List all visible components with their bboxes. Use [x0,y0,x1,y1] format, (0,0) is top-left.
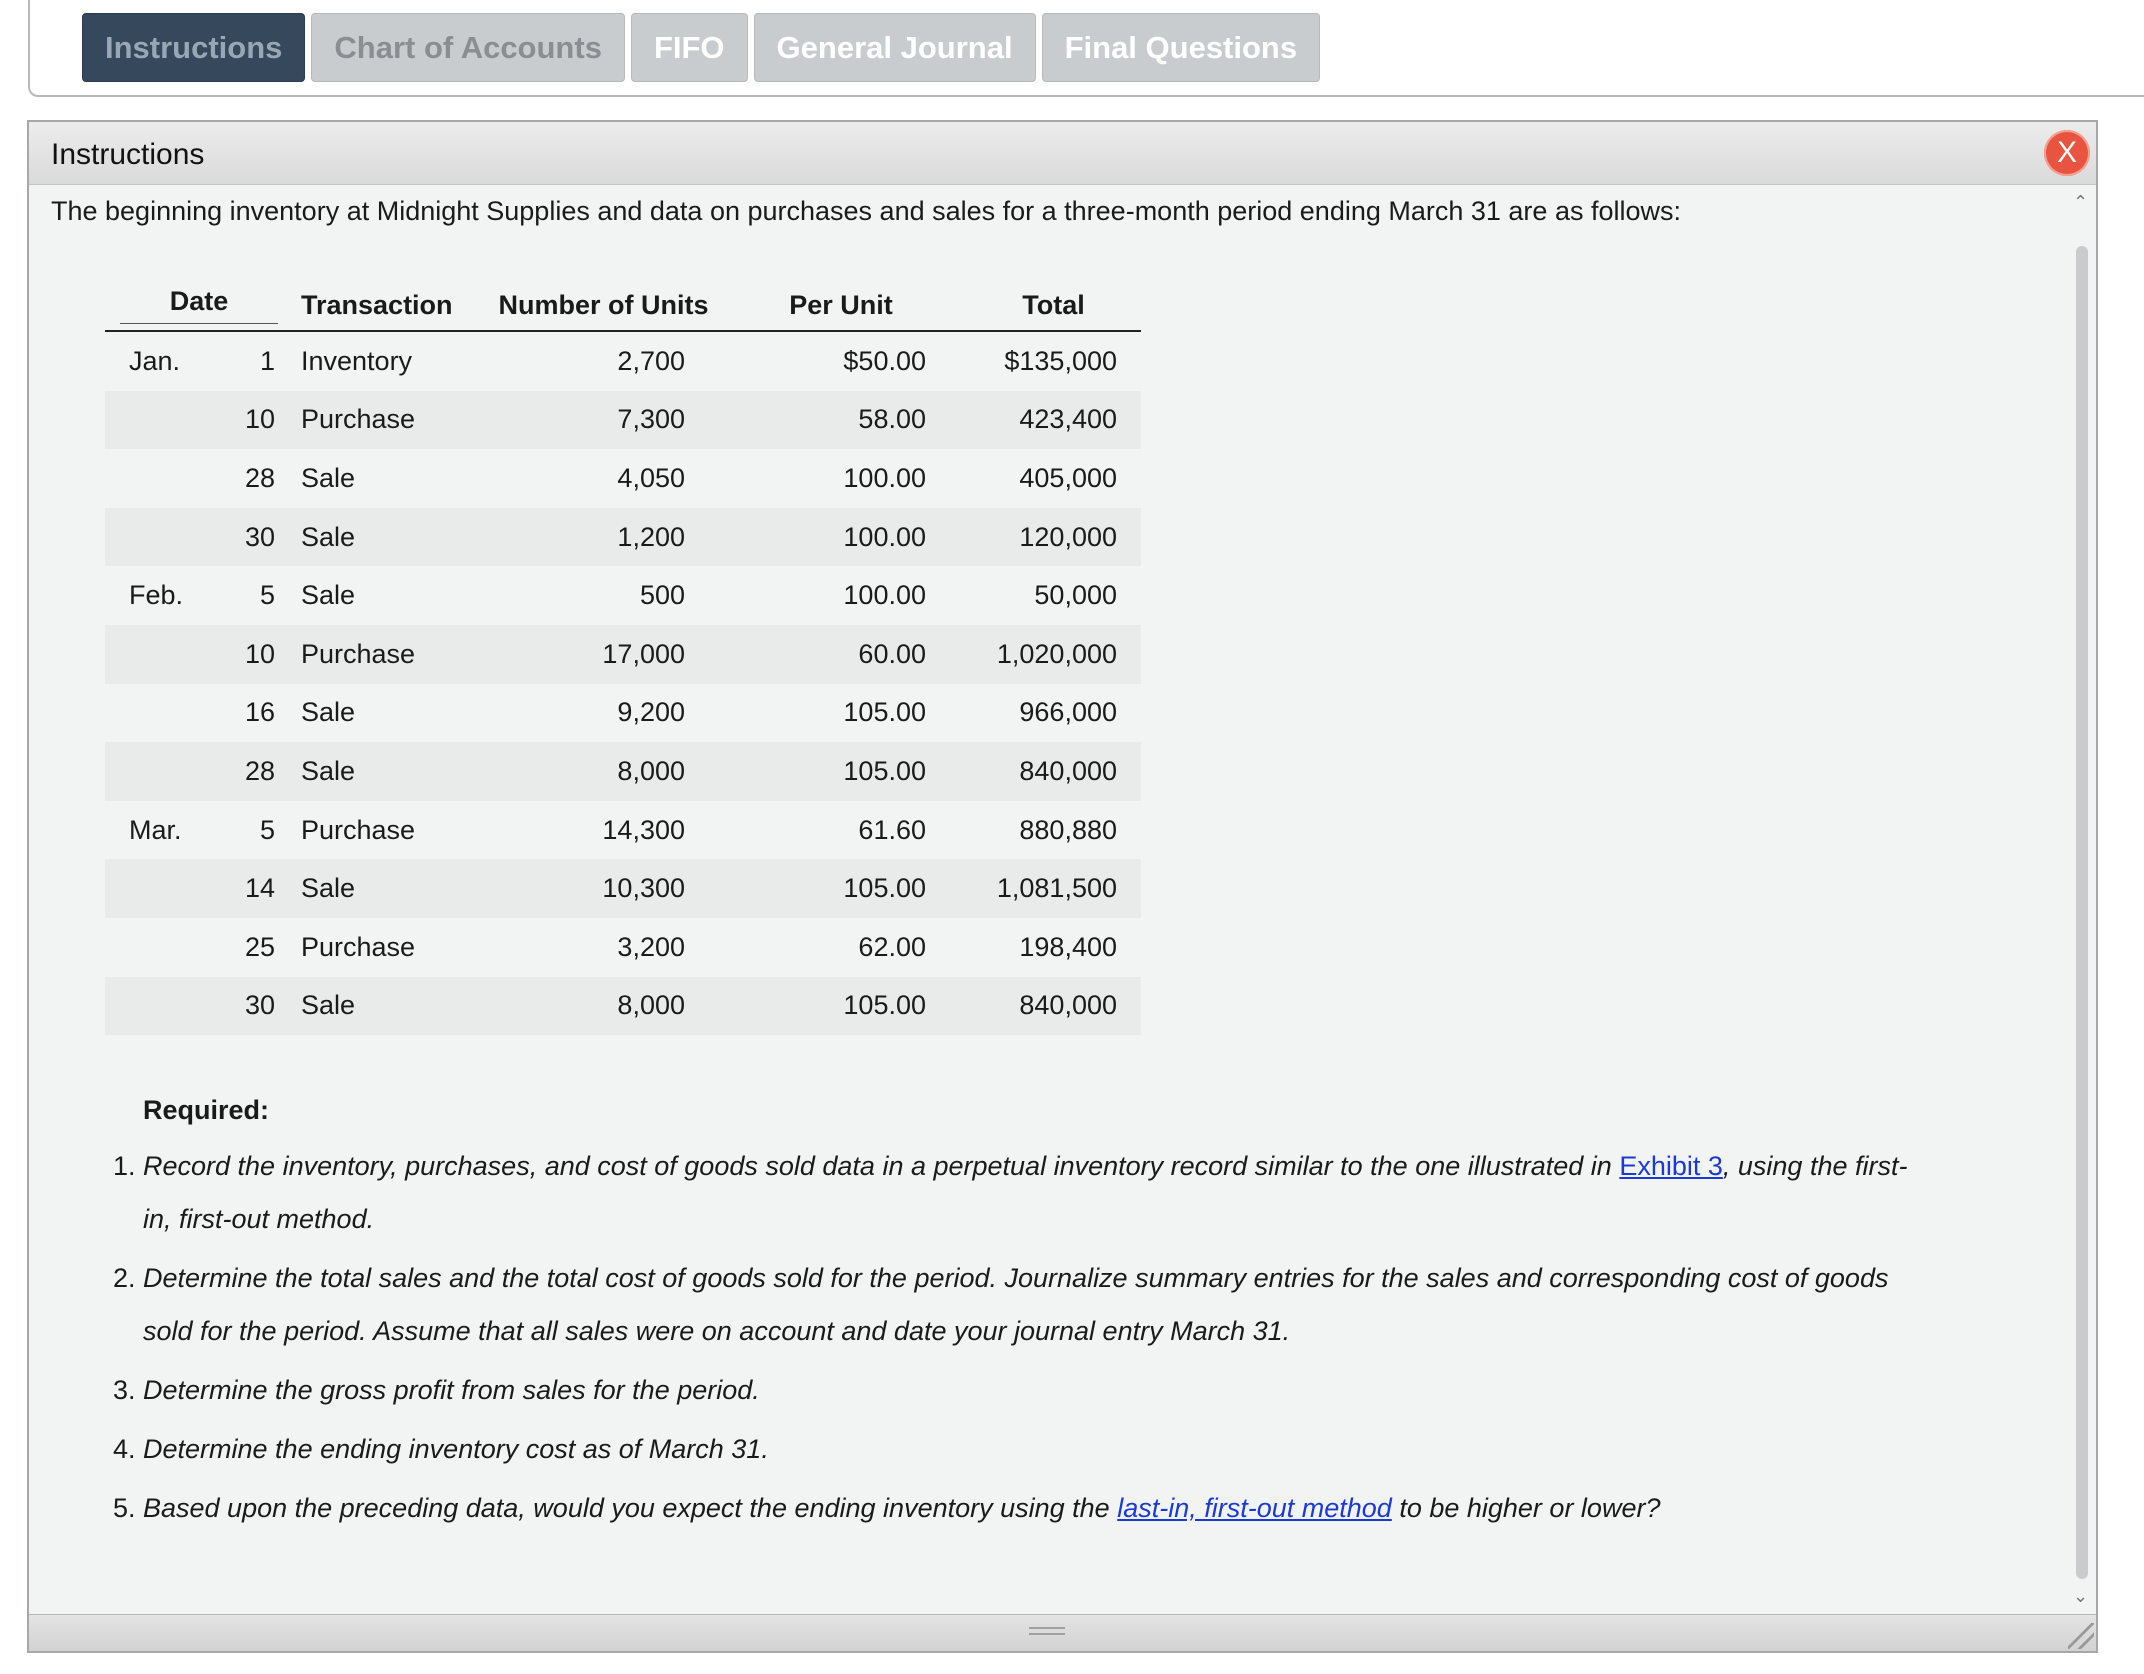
required-item [143,1482,1923,1535]
panel-title: Instructions [51,138,205,171]
cell-total: 50,000 [1034,580,1117,611]
header-number-of-units: Number of Units [491,280,716,331]
cell-transaction: Purchase [301,814,416,845]
tab-final-questions[interactable]: Final Questions [1042,13,1321,82]
table-row [105,331,1141,391]
cell-month [105,508,199,567]
cell-per-unit: 61.60 [858,814,926,845]
cell-total: 423,400 [926,391,1141,450]
lifo-method-link[interactable]: last-in, first-out method [1117,1493,1392,1523]
required-item [143,1140,1923,1246]
table-row [105,918,1141,977]
cell-month: Mar. [129,814,182,845]
cell-month [105,684,199,743]
cell-per-unit: 100.00 [843,580,926,611]
cell-transaction: Sale [301,697,356,728]
required-item-text: Determine the gross profit from sales for the period. [143,1375,760,1405]
cell-total: 405,000 [1019,462,1117,493]
table-row [105,508,1141,567]
required-item-text: Record the inventory, purchases, and cost of goods sold data in a perpetual inventory record similar to the one illustrated in [143,1151,1620,1181]
cell-per-unit: 100.00 [716,508,926,567]
required-item-text: to be higher or lower? [1391,1493,1661,1523]
cell-total: 966,000 [1019,697,1117,728]
cell-day: 14 [199,859,293,918]
table-row [105,801,1141,860]
tab-general-journal[interactable]: General Journal [754,13,1036,82]
required-list [107,1140,1923,1541]
cell-per-unit: 62.00 [858,931,926,962]
cell-total: 840,000 [926,977,1141,1036]
cell-per-unit: $50.00 [843,345,926,376]
cell-total: 120,000 [926,508,1141,567]
panel-header [29,122,2096,185]
close-icon: X [2056,136,2077,169]
table-row [105,566,1141,625]
cell-per-unit: 58.00 [716,391,926,450]
required-item-text: Determine the ending inventory cost as of March 31. [143,1434,769,1464]
table-row [105,449,1141,508]
cell-month [105,742,199,801]
cell-per-unit: 105.00 [716,742,926,801]
cell-day: 25 [244,931,275,962]
cell-per-unit: 105.00 [716,977,926,1036]
cell-per-unit: 60.00 [716,625,926,684]
tab-fifo[interactable]: FIFO [631,13,748,82]
tab-instructions[interactable]: Instructions [82,13,305,82]
cell-month [105,449,199,508]
cell-total: 1,081,500 [926,859,1141,918]
header-per-unit: Per Unit [716,280,926,331]
tab-list [82,13,1320,82]
cell-units: 1,200 [491,508,716,567]
header-date: Date [105,280,293,331]
chevron-up-icon[interactable]: ⌃ [2073,192,2089,212]
cell-day: 10 [199,625,293,684]
cell-month [105,859,199,918]
cell-units: 2,700 [617,345,685,376]
cell-per-unit: 105.00 [716,859,926,918]
cell-per-unit: 100.00 [843,462,926,493]
scrollbar-thumb[interactable] [2076,246,2088,1579]
required-heading: Required: [143,1095,270,1125]
cell-day: 5 [259,580,275,611]
cell-total: 1,020,000 [926,625,1141,684]
cell-units: 9,200 [617,697,685,728]
cell-units: 4,050 [617,462,685,493]
cell-transaction: Sale [293,977,491,1036]
cell-day: 28 [244,462,275,493]
inventory-table [105,280,1141,1035]
intro-text: The beginning inventory at Midnight Supplies and data on purchases and sales for a three-month period ending March 31 are as follows: [51,196,1681,226]
cell-units: 17,000 [491,625,716,684]
close-button[interactable] [2044,130,2090,176]
header-total: Total [926,280,1141,331]
cell-transaction: Purchase [293,391,491,450]
tab-chart-of-accounts[interactable]: Chart of Accounts [311,13,625,82]
cell-transaction: Sale [301,462,356,493]
cell-transaction: Inventory [301,345,413,376]
chevron-down-icon[interactable]: ⌄ [2073,1586,2089,1606]
cell-month [105,977,199,1036]
cell-day: 5 [259,814,275,845]
required-item-text: Determine the total sales and the total cost of goods sold for the period. Journalize summary entries for the sales and corresponding cost of goods sold for the period. Assume that all sales were on account and date your journal entry March 31. [143,1263,1889,1346]
table-row [105,977,1141,1036]
cell-transaction: Purchase [293,625,491,684]
cell-total: 880,880 [1019,814,1117,845]
cell-units: 8,000 [491,742,716,801]
cell-day: 28 [199,742,293,801]
cell-transaction: Sale [293,742,491,801]
required-item [143,1423,1923,1476]
grip-icon[interactable] [1029,1627,1065,1635]
cell-day: 1 [259,345,275,376]
required-item [143,1364,1923,1417]
cell-transaction: Sale [301,580,356,611]
cell-units: 10,300 [491,859,716,918]
cell-per-unit: 105.00 [843,697,926,728]
cell-total: $135,000 [1004,345,1117,376]
cell-day: 30 [199,508,293,567]
table-row [105,625,1141,684]
required-item [143,1252,1923,1358]
cell-total: 198,400 [1019,931,1117,962]
exhibit-3-link[interactable]: Exhibit 3 [1619,1151,1723,1181]
header-transaction: Transaction [293,280,491,331]
cell-transaction: Sale [293,859,491,918]
resize-handle-icon[interactable] [2068,1623,2094,1649]
tab-bar [28,0,2144,97]
table-header-row [105,280,1141,331]
vertical-scrollbar[interactable] [2068,184,2096,1615]
cell-total: 840,000 [926,742,1141,801]
cell-units: 8,000 [491,977,716,1036]
cell-month [105,625,199,684]
cell-transaction: Purchase [301,931,416,962]
cell-units: 14,300 [602,814,685,845]
panel-footer [29,1614,2096,1651]
table-row [105,684,1141,743]
cell-transaction: Sale [293,508,491,567]
cell-month: Feb. [129,580,184,611]
table-row [105,391,1141,450]
table-row [105,859,1141,918]
required-item-text: Based upon the preceding data, would you expect the ending inventory using the [143,1493,1118,1523]
cell-units: 500 [639,580,685,611]
cell-month: Jan. [129,345,181,376]
cell-day: 30 [199,977,293,1036]
cell-month [105,391,199,450]
cell-units: 3,200 [617,931,685,962]
cell-units: 7,300 [491,391,716,450]
cell-day: 10 [199,391,293,450]
table-row [105,742,1141,801]
cell-month [105,918,199,977]
required-item-text: , using the first-in, first-out method. [143,1151,1908,1234]
cell-day: 16 [244,697,275,728]
